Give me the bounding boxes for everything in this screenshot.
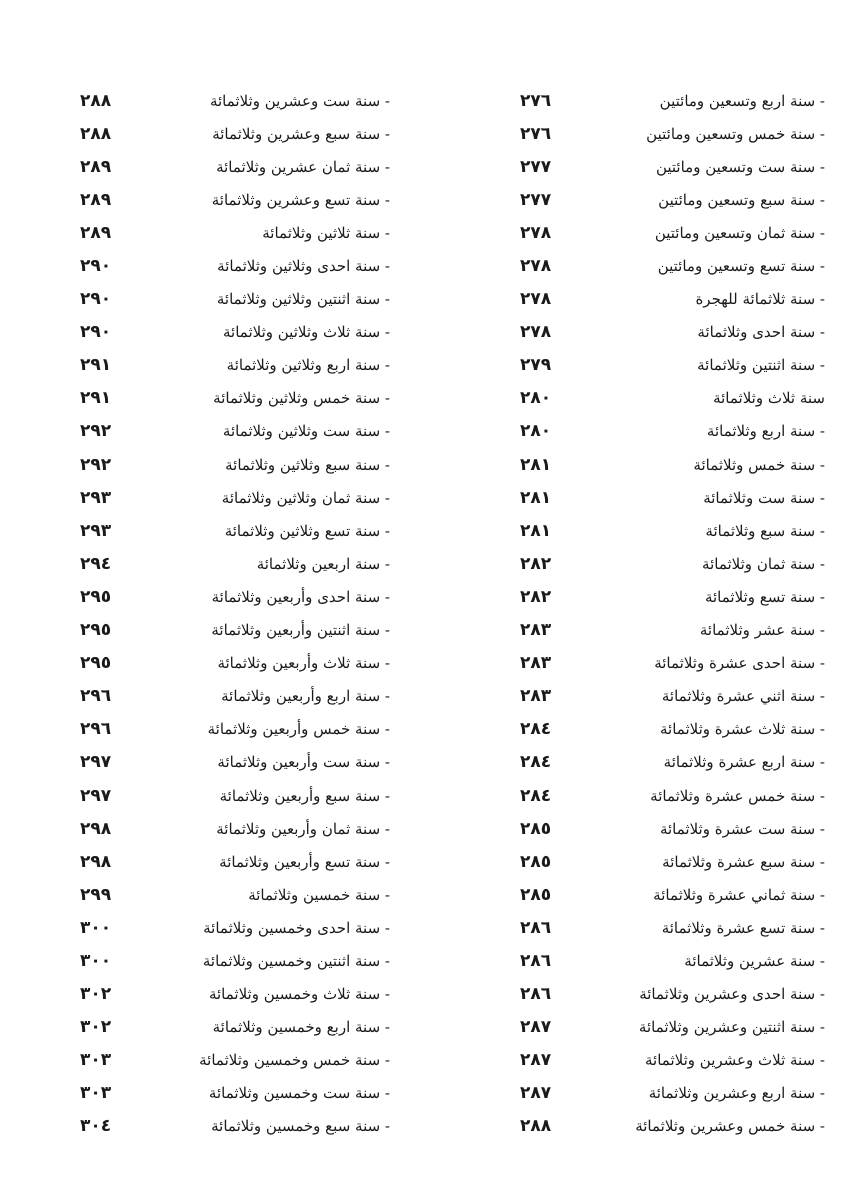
index-entry-row	[80, 481, 390, 514]
page-number: ٢٨١	[520, 487, 552, 508]
page-number: ٢٨٨	[80, 123, 112, 144]
page-number: ٢٨٦	[520, 917, 552, 938]
page-number: ٣٠٢	[80, 1017, 112, 1038]
year-entry: - سنة اربع عشرة وثلاثمائة	[663, 753, 825, 772]
page-number: ٣٠٤	[80, 1116, 112, 1137]
index-entry-row	[80, 349, 390, 382]
page-number: ٢٧٦	[520, 123, 552, 144]
page-number: ٢٩٥	[80, 586, 112, 607]
year-entry: - سنة سبع وتسعين ومائتين	[658, 190, 825, 209]
index-entry-row	[520, 481, 825, 514]
index-entry-row	[520, 150, 825, 183]
page-number: ٢٩٤	[80, 553, 112, 574]
page-number: ٢٩٥	[80, 620, 112, 641]
page-number: ٢٨٥	[520, 851, 552, 872]
page-number: ٢٨٤	[520, 752, 552, 773]
page-number: ٢٨٣	[520, 620, 552, 641]
year-entry: - سنة خمس وثلاثمائة	[693, 455, 825, 474]
page-number: ٢٨٩	[80, 189, 112, 210]
page-number: ٢٨٨	[80, 90, 112, 111]
year-entry: - سنة ثماني عشرة وثلاثمائة	[653, 885, 825, 904]
year-entry: - سنة ست وثلاثمائة	[703, 488, 825, 507]
year-entry: - سنة ثلاث وخمسين وثلاثمائة	[208, 985, 390, 1004]
year-entry: - سنة ثلاث وأربعين وثلاثمائة	[217, 654, 390, 673]
index-entry-row	[520, 316, 825, 349]
year-entry: - سنة سبع وعشرين وثلاثمائة	[212, 124, 390, 143]
index-entry-row	[520, 283, 825, 316]
page-number: ٢٨٧	[520, 1083, 552, 1104]
year-entry: - سنة سبع وثلاثين وثلاثمائة	[225, 455, 390, 474]
page-number: ٢٩٨	[80, 851, 112, 872]
page-number: ٢٨٠	[520, 388, 552, 409]
index-entry-row	[520, 1011, 825, 1044]
page-number: ٢٩١	[80, 355, 112, 376]
year-entry: - سنة تسع وعشرين وثلاثمائة	[211, 190, 390, 209]
index-entry-row	[520, 978, 825, 1011]
year-entry: - سنة ست وتسعين ومائتين	[655, 157, 825, 176]
page-number: ٢٨٤	[520, 719, 552, 740]
index-entry-row	[80, 845, 390, 878]
year-entry: - سنة عشر وثلاثمائة	[699, 621, 825, 640]
year-entry: - سنة ست وأربعين وثلاثمائة	[217, 753, 390, 772]
page-number: ٢٧٩	[520, 355, 552, 376]
year-entry: - سنة اربع وأربعين وثلاثمائة	[221, 687, 390, 706]
year-entry: - سنة ثلاث وثلاثين وثلاثمائة	[222, 323, 390, 342]
year-entry: - سنة عشرين وثلاثمائة	[684, 951, 825, 970]
index-entry-row	[80, 84, 390, 117]
index-entry-row	[520, 878, 825, 911]
index-entry-row	[80, 415, 390, 448]
index-entry-row	[80, 779, 390, 812]
year-entry: - سنة خمس وتسعين ومائتين	[646, 124, 825, 143]
page-number: ٢٨١	[520, 454, 552, 475]
index-entry-row	[80, 647, 390, 680]
index-entry-row	[520, 448, 825, 481]
page-number: ٢٨٥	[520, 884, 552, 905]
page-number: ٣٠٠	[80, 917, 112, 938]
page-number: ٣٠٣	[80, 1083, 112, 1104]
index-entry-row	[520, 911, 825, 944]
index-entry-row	[80, 547, 390, 580]
index-entry-row	[80, 1077, 390, 1110]
page-number: ٢٨٨	[520, 1116, 552, 1137]
year-entry: - سنة تسع عشرة وثلاثمائة	[661, 918, 825, 937]
page-number: ٢٧٧	[520, 156, 552, 177]
year-entry: - سنة ست وثلاثين وثلاثمائة	[222, 422, 390, 441]
index-entry-row	[520, 117, 825, 150]
year-entry: - سنة سبع وثلاثمائة	[705, 521, 825, 540]
page-number: ٢٩٢	[80, 421, 112, 442]
year-entry: - سنة اربع وعشرين وثلاثمائة	[648, 1084, 825, 1103]
page-number: ٢٧٧	[520, 189, 552, 210]
index-entry-row	[520, 580, 825, 613]
year-entry: - سنة اثنتين وأربعين وثلاثمائة	[211, 621, 390, 640]
page-number: ٢٨٠	[520, 421, 552, 442]
index-entry-row	[520, 1110, 825, 1143]
year-entry: - سنة احدى عشرة وثلاثمائة	[654, 654, 825, 673]
index-entry-row	[80, 911, 390, 944]
page-number: ٢٩٠	[80, 256, 112, 277]
year-entry: - سنة تسع وتسعين ومائتين	[657, 257, 825, 276]
index-entry-row	[80, 944, 390, 977]
year-entry: - سنة سبع وأربعين وثلاثمائة	[219, 786, 390, 805]
year-entry: - سنة تسع وثلاثين وثلاثمائة	[224, 521, 390, 540]
index-entry-row	[520, 614, 825, 647]
index-entry-row	[80, 580, 390, 613]
year-entry: - سنة ست وخمسين وثلاثمائة	[208, 1084, 390, 1103]
year-entry: - سنة ثمان وثلاثين وثلاثمائة	[221, 488, 390, 507]
page-number: ٢٧٨	[520, 222, 552, 243]
year-entry: - سنة خمس عشرة وثلاثمائة	[650, 786, 825, 805]
page-number: ٢٨٢	[520, 553, 552, 574]
index-entry-row	[520, 779, 825, 812]
year-entry: - سنة خمس وخمسين وثلاثمائة	[199, 1051, 390, 1070]
index-entry-row	[80, 746, 390, 779]
index-entry-row	[520, 547, 825, 580]
index-entry-row	[520, 944, 825, 977]
index-entry-row	[520, 845, 825, 878]
index-entry-row	[80, 978, 390, 1011]
index-entry-row	[80, 316, 390, 349]
index-entry-row	[520, 1044, 825, 1077]
year-entry: - سنة ثلاثمائة للهجرة	[695, 290, 825, 309]
year-entry: - سنة اربع وثلاثين وثلاثمائة	[226, 356, 390, 375]
year-entry: - سنة ثمان عشرين وثلاثمائة	[216, 157, 390, 176]
year-entry: - سنة اثني عشرة وثلاثمائة	[661, 687, 825, 706]
page-number: ٢٧٨	[520, 289, 552, 310]
index-entry-row	[80, 1044, 390, 1077]
index-entry-row	[80, 713, 390, 746]
index-entry-row	[80, 117, 390, 150]
year-entry: - سنة خمس وأربعين وثلاثمائة	[207, 720, 390, 739]
year-entry: - سنة ثلاثين وثلاثمائة	[262, 223, 390, 242]
year-entry: - سنة تسع وأربعين وثلاثمائة	[219, 852, 390, 871]
index-entry-row	[80, 878, 390, 911]
page-number: ٢٨٢	[520, 586, 552, 607]
year-entry: - سنة خمس وثلاثين وثلاثمائة	[213, 389, 390, 408]
page-number: ٢٨٤	[520, 785, 552, 806]
page-number: ٢٧٦	[520, 90, 552, 111]
page-number: ٣٠٢	[80, 984, 112, 1005]
year-entry: - سنة اثنتين وثلاثين وثلاثمائة	[216, 290, 390, 309]
page-number: ٢٩٧	[80, 752, 112, 773]
index-entry-row	[80, 448, 390, 481]
index-entry-row	[80, 812, 390, 845]
index-entry-row	[80, 514, 390, 547]
year-entry: - سنة احدى وثلاثمائة	[697, 323, 825, 342]
page-number: ٢٩٢	[80, 454, 112, 475]
index-entry-row	[80, 150, 390, 183]
index-entry-row	[520, 415, 825, 448]
page-number: ٣٠٣	[80, 1050, 112, 1071]
page-number: ٢٩٣	[80, 487, 112, 508]
index-entry-row	[80, 216, 390, 249]
page-number: ٢٨٦	[520, 950, 552, 971]
year-entry: - سنة سبع وخمسين وثلاثمائة	[211, 1117, 390, 1136]
index-entry-row	[520, 1077, 825, 1110]
page-number: ٢٩٩	[80, 884, 112, 905]
index-entry-row	[520, 647, 825, 680]
year-entry: - سنة اربع وثلاثمائة	[706, 422, 825, 441]
index-entry-row	[80, 1110, 390, 1143]
year-entry: - سنة ثلاث وعشرين وثلاثمائة	[645, 1051, 825, 1070]
page-number: ٢٩٠	[80, 289, 112, 310]
page-number: ٢٩٠	[80, 322, 112, 343]
page-number: ٢٩٦	[80, 686, 112, 707]
page-number: ٢٩١	[80, 388, 112, 409]
year-entry: - سنة خمسين وثلاثمائة	[248, 885, 390, 904]
page-number: ٢٨٧	[520, 1017, 552, 1038]
page-number: ٢٨٣	[520, 686, 552, 707]
year-entry: - سنة سبع عشرة وثلاثمائة	[662, 852, 825, 871]
index-entry-row	[80, 183, 390, 216]
page-number: ٢٩٧	[80, 785, 112, 806]
year-entry: - سنة ثلاث عشرة وثلاثمائة	[660, 720, 825, 739]
index-entry-row	[80, 382, 390, 415]
year-entry: - سنة اربع وخمسين وثلاثمائة	[212, 1018, 390, 1037]
index-entry-row	[520, 216, 825, 249]
page-number: ٢٩٣	[80, 520, 112, 541]
year-entry: - سنة ثمان وثلاثمائة	[702, 554, 825, 573]
index-entry-row	[520, 812, 825, 845]
page-number: ٢٨٣	[520, 653, 552, 674]
index-entry-row	[520, 713, 825, 746]
page-number: ٣٠٠	[80, 950, 112, 971]
year-entry: - سنة احدى وأربعين وثلاثمائة	[211, 587, 390, 606]
left-index-column	[80, 84, 390, 1143]
page-number: ٢٩٦	[80, 719, 112, 740]
index-entry-row	[520, 746, 825, 779]
year-entry: - سنة اربعين وثلاثمائة	[256, 554, 390, 573]
right-index-column	[520, 84, 825, 1143]
page-number: ٢٩٨	[80, 818, 112, 839]
index-entry-row	[520, 349, 825, 382]
index-entry-row	[80, 1011, 390, 1044]
year-entry: سنة ثلاث وثلاثمائة	[713, 389, 825, 408]
index-entry-row	[520, 249, 825, 282]
year-entry: - سنة احدى وخمسين وثلاثمائة	[203, 918, 390, 937]
year-entry: - سنة ست وعشرين وثلاثمائة	[209, 91, 390, 110]
page-number: ٢٧٨	[520, 322, 552, 343]
year-entry: - سنة اربع وتسعين ومائتين	[659, 91, 825, 110]
index-entry-row	[520, 680, 825, 713]
year-entry: - سنة ثمان وتسعين ومائتين	[654, 223, 825, 242]
page-number: ٢٨٦	[520, 984, 552, 1005]
index-entry-row	[80, 249, 390, 282]
page-number: ٢٨٥	[520, 818, 552, 839]
page-number: ٢٨٩	[80, 222, 112, 243]
page-number: ٢٩٥	[80, 653, 112, 674]
year-entry: - سنة اثنتين وعشرين وثلاثمائة	[638, 1018, 825, 1037]
index-entry-row	[520, 84, 825, 117]
year-entry: - سنة اثنتين وخمسين وثلاثمائة	[202, 951, 390, 970]
year-entry: - سنة احدى وثلاثين وثلاثمائة	[217, 257, 390, 276]
index-entry-row	[80, 614, 390, 647]
page-number: ٢٨٩	[80, 156, 112, 177]
year-entry: - سنة احدى وعشرين وثلاثمائة	[639, 985, 825, 1004]
page-number: ٢٨٧	[520, 1050, 552, 1071]
year-entry: - سنة تسع وثلاثمائة	[704, 587, 825, 606]
page-number: ٢٧٨	[520, 256, 552, 277]
year-entry: - سنة خمس وعشرين وثلاثمائة	[635, 1117, 825, 1136]
year-entry: - سنة ثمان وأربعين وثلاثمائة	[216, 819, 390, 838]
index-entry-row	[520, 382, 825, 415]
index-entry-row	[80, 283, 390, 316]
index-entry-row	[80, 680, 390, 713]
year-entry: - سنة اثنتين وثلاثمائة	[697, 356, 825, 375]
index-entry-row	[520, 514, 825, 547]
year-entry: - سنة ست عشرة وثلاثمائة	[659, 819, 825, 838]
index-entry-row	[520, 183, 825, 216]
page-number: ٢٨١	[520, 520, 552, 541]
